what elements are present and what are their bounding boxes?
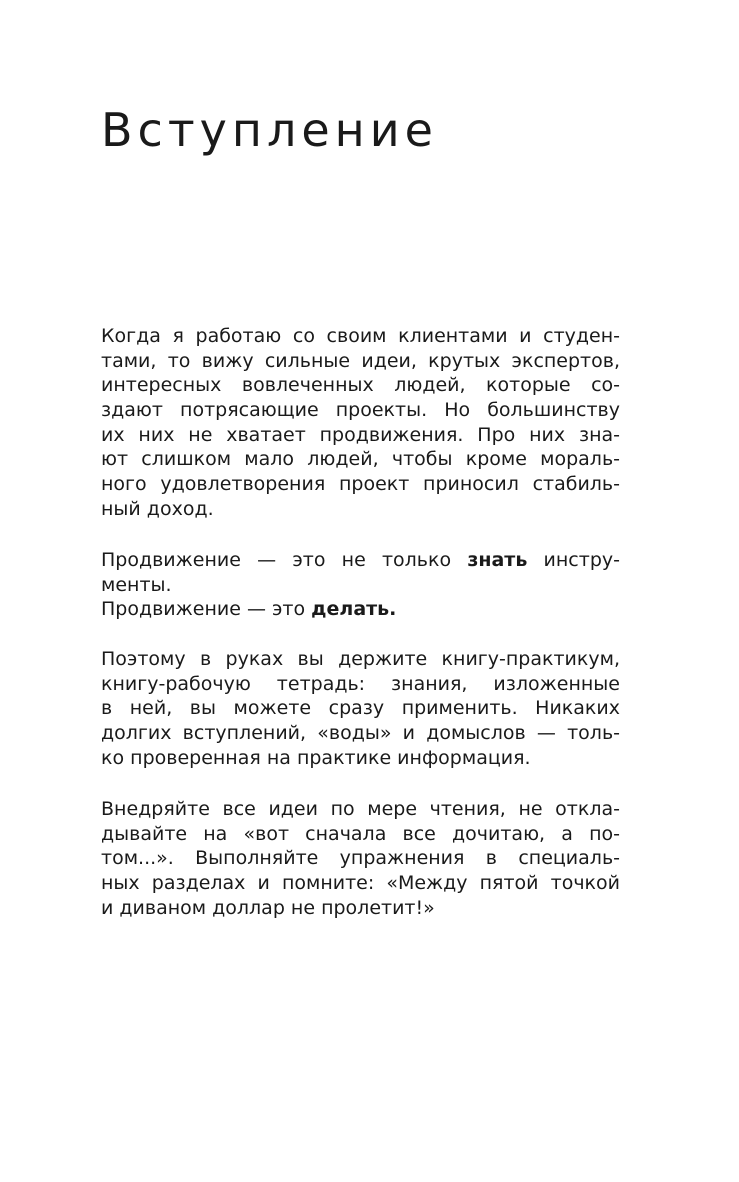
paragraph-line: в ней, вы можете сразу применить. Никаких — [101, 697, 620, 720]
paragraph-line: долгих вступлений, «воды» и домыслов — толь- — [101, 722, 620, 745]
emphasis-know: знать — [467, 549, 528, 571]
paragraph-line: тами, то вижу сильные идеи, крутых экспертов, — [101, 349, 620, 372]
paragraph-2 — [101, 548, 620, 622]
paragraph-line: книгу-рабочую тетрадь: знания, изложенные — [101, 672, 620, 695]
paragraph-line: здают потрясающие проекты. Но большинству — [101, 399, 620, 422]
emphasis-do: делать. — [311, 598, 397, 621]
paragraph-line: ют слишком мало людей, чтобы кроме мораль- — [101, 448, 620, 471]
chapter-title: Вступление — [101, 103, 438, 157]
paragraph-line: ный доход. — [101, 497, 214, 520]
paragraph-line — [101, 597, 620, 622]
paragraph-line: ных разделах и помните: «Между пятой точкой — [101, 872, 620, 895]
paragraph-line: Поэтому в руках вы держите книгу-практикум, — [101, 648, 620, 670]
paragraph-line: дывайте на «вот сначала все дочитаю, а по- — [101, 822, 620, 845]
paragraph-line — [101, 548, 620, 573]
paragraph-line: том...». Выполняйте упражнения в специаль- — [101, 847, 620, 870]
paragraph-1 — [101, 324, 620, 522]
paragraph-line: Когда я работаю со своим клиентами и студен- — [101, 325, 620, 347]
line-text: Продвижение — это — [101, 598, 312, 621]
paragraph-line: интересных вовлеченных людей, которые со- — [101, 374, 620, 397]
paragraph-line: ко проверенная на практике информация. — [101, 746, 531, 769]
paragraph-3 — [101, 647, 620, 770]
paragraph-4 — [101, 797, 620, 920]
paragraph-line: Внедряйте все идеи по мере чтения, не откла- — [101, 798, 620, 820]
paragraph-line: их них не хватает продвижения. Про них зна- — [101, 423, 620, 446]
paragraph-line: менты. — [101, 573, 172, 596]
paragraph-line: ного удовлетворения проект приносил стабиль- — [101, 473, 620, 496]
line-text: инстру- — [527, 549, 620, 571]
paragraph-line: и диваном доллар не пролетит!» — [101, 896, 435, 919]
line-text: Продвижение — это не только — [101, 549, 468, 571]
